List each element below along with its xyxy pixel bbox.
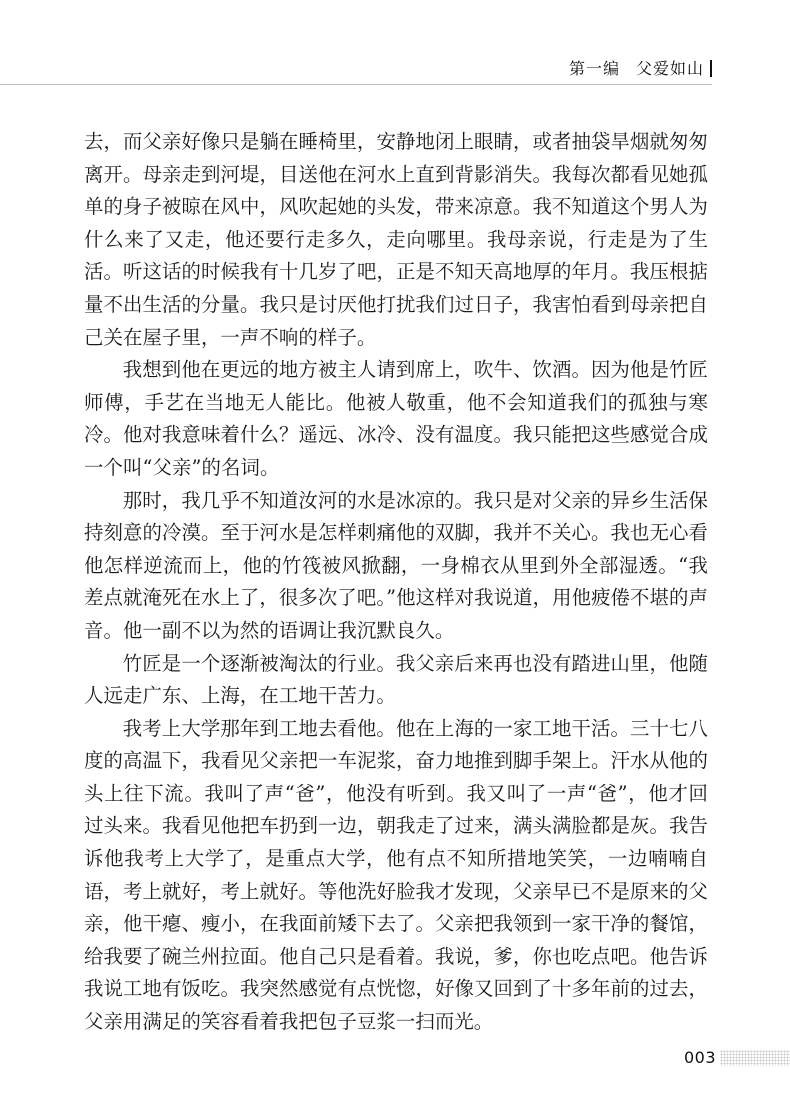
chapter-title: 父爱如山 <box>635 59 704 78</box>
paragraph: 竹匠是一个逐渐被淘汰的行业。我父亲后来再也没有踏进山里，他随人远走广东、上海，在工地干苦力。 <box>84 651 708 708</box>
header-divider <box>0 84 712 85</box>
paragraph: 去，而父亲好像只是躺在睡椅里，安静地闭上眼睛，或者抽袋旱烟就匆匆离开。母亲走到河堤，目送他在河水上直到背影消失。我每次都看见她孤单的身子被晾在风中，风吹起她的头发，带来凉意。我不知道这个男人为什么来了又走，他还要行走多久，走向哪里。我母亲说，行走是为了生活。听这话的时候我有十几岁了吧，正是不知天高地厚的年月。我压根掂量不出生活的分量。我只是讨厌他打扰我们过日子，我害怕看到母亲把自己关在屋子里，一声不响的样子。 <box>84 130 708 349</box>
dot-pattern-decoration <box>720 1050 790 1066</box>
header-bar <box>710 60 712 77</box>
page-footer <box>684 1048 790 1067</box>
section-label: 第一编 <box>568 59 620 78</box>
paragraph: 我考上大学那年到工地去看他。他在上海的一家工地干活。三十七八度的高温下，我看见父亲把一车泥浆，奋力地推到脚手架上。汗水从他的头上往下流。我叫了声“爸”，他没有听到。我又叫了一声“爸”，他才回过头来。我看见他把车扔到一边，朝我走了过来，满头满脸都是灰。我告诉他我考上大学了，是重点大学，他有点不知所措地笑笑，一边喃喃自语，考上就好，考上就好。等他洗好脸我才发现，父亲早已不是原来的父亲，他干瘪、瘦小，在我面前矮下去了。父亲把我领到一家干净的餐馆，给我要了碗兰州拉面。他自己只是看着。我说，爹，你也吃点吧。他告诉我说工地有饭吃。我突然感觉有点恍惚，好像又回到了十多年前的过去，父亲用满足的笑容看着我把包子豆浆一扫而光。 <box>84 716 708 1034</box>
paragraph: 我想到他在更远的地方被主人请到席上，吹牛、饮酒。因为他是竹匠师傅，手艺在当地无人能比。他被人敬重，他不会知道我们的孤独与寒冷。他对我意味着什么？遥远、冰冷、没有温度。我只能把这些感觉合成一个叫“父亲”的名词。 <box>84 358 708 479</box>
running-header <box>0 56 712 79</box>
page-number: 003 <box>684 1048 717 1067</box>
body-text <box>84 126 708 1039</box>
paragraph: 那时，我几乎不知道汝河的水是冰凉的。我只是对父亲的异乡生活保持刻意的冷漠。至于河水是怎样刺痛他的双脚，我并不关心。我也无心看他怎样逆流而上，他的竹筏被风掀翻，一身棉衣从里到外全部湿透。“我差点就淹死在水上了，很多次了吧。”他这样对我说道，用他疲倦不堪的声音。他一副不以为然的语调让我沉默良久。 <box>84 488 709 642</box>
